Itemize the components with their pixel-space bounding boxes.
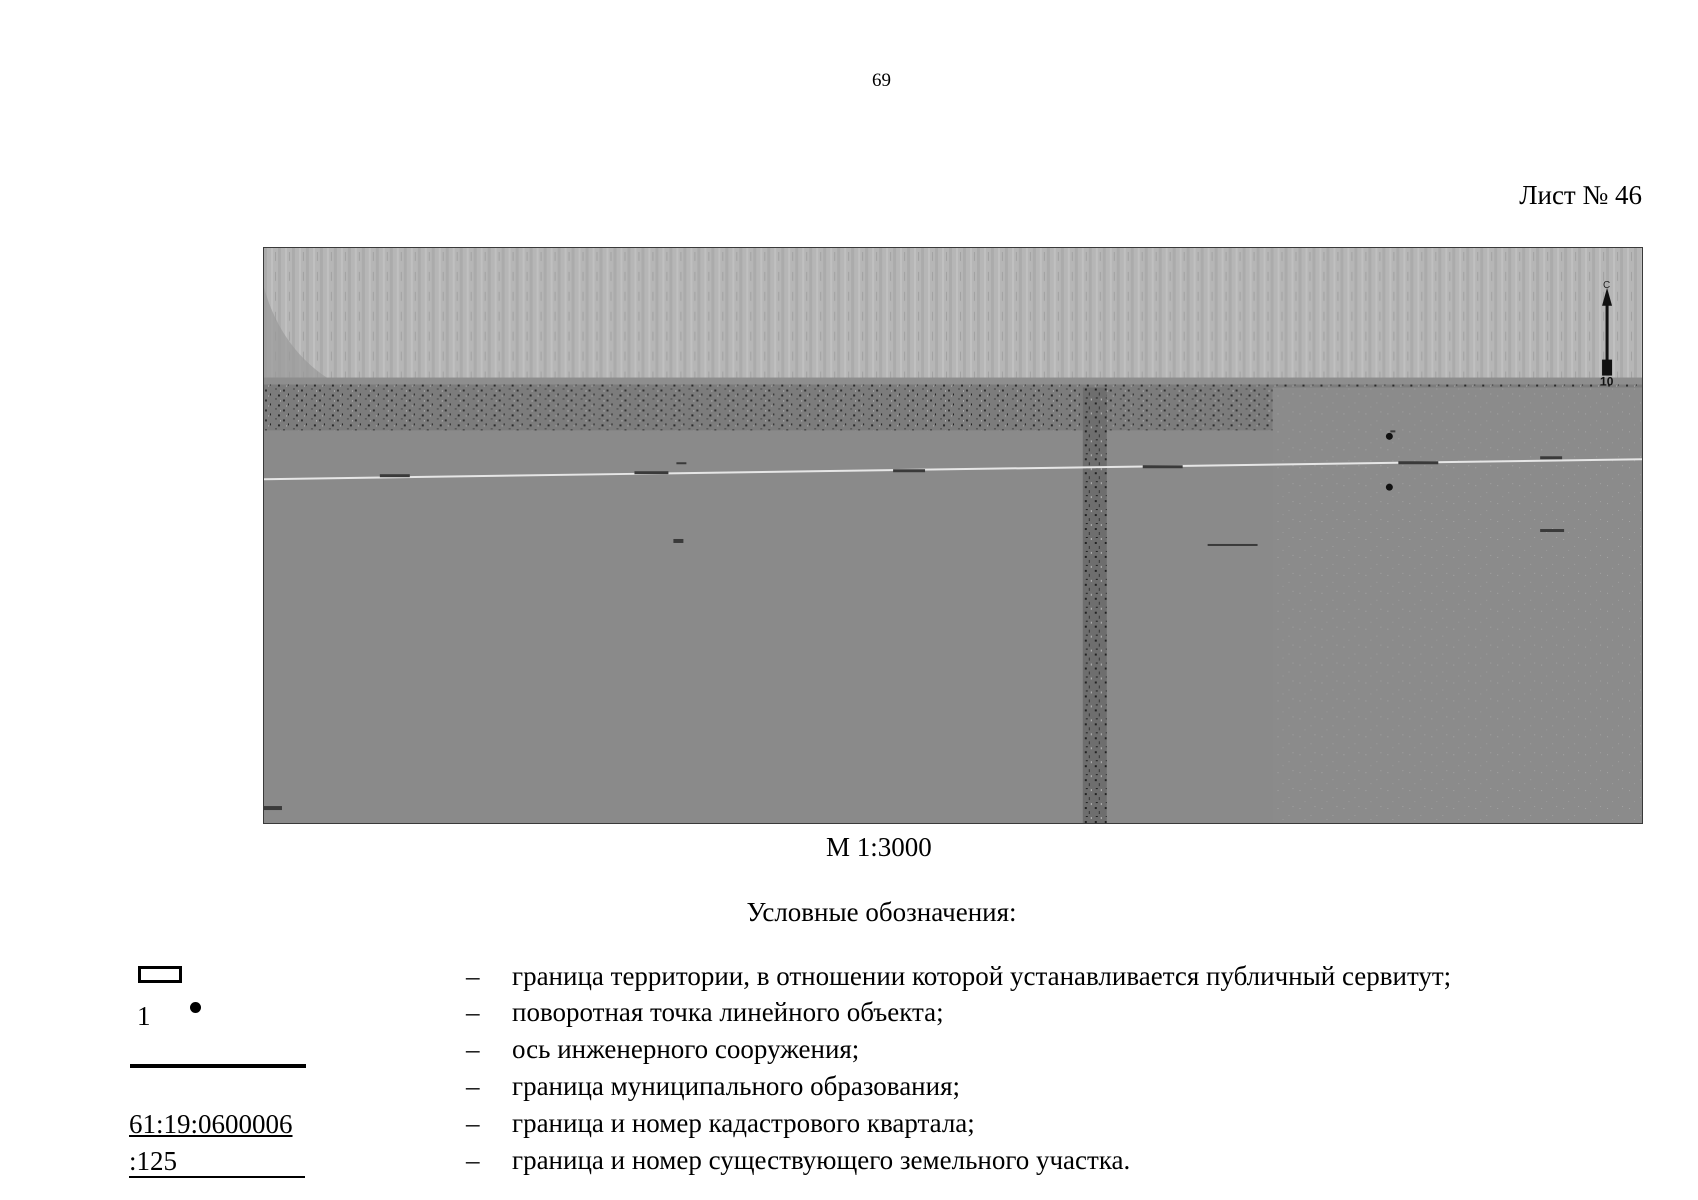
point-dot-icon — [190, 1002, 201, 1013]
land-parcel-number: :125 — [129, 1146, 178, 1176]
legend-text: граница муниципального образования; — [512, 1071, 961, 1101]
legend-row-cadastral-quarter — [0, 1108, 1698, 1144]
legend-symbol — [128, 997, 308, 1033]
sheet-label: Лист № 46 — [1519, 180, 1642, 210]
legend-dash: – — [466, 1108, 480, 1138]
page-number: 69 — [872, 70, 891, 91]
legend-row-turning-point — [0, 997, 1698, 1033]
scale-label: М 1:3000 — [826, 832, 932, 862]
legend-dash: – — [466, 997, 480, 1027]
north-label: С — [1603, 279, 1611, 291]
legend-symbol — [128, 1145, 308, 1181]
legend-dash: – — [466, 1071, 480, 1101]
legend-row-land-parcel — [0, 1145, 1698, 1181]
legend-text: граница и номер кадастрового квартала; — [512, 1108, 975, 1138]
map-image — [263, 247, 1643, 824]
legend-text: ось инженерного сооружения; — [512, 1034, 860, 1064]
parcel-underline — [129, 1176, 305, 1178]
legend-text: граница и номер существующего земельного участка. — [512, 1145, 1131, 1175]
legend-row-servitude-boundary — [0, 961, 1698, 997]
point-label: 10 — [1600, 374, 1614, 389]
legend-symbol — [128, 961, 308, 997]
legend-row-municipal-boundary — [0, 1071, 1698, 1107]
legend-title: Условные обозначения: — [746, 897, 1017, 927]
legend-dash: – — [466, 961, 480, 991]
legend-symbol — [128, 1108, 308, 1144]
boundary-rectangle-icon — [138, 966, 182, 983]
cadastral-quarter-number: 61:19:0600006 — [129, 1109, 293, 1139]
legend-dash: – — [466, 1034, 480, 1064]
legend-dash: – — [466, 1145, 480, 1175]
legend-text: поворотная точка линейного объекта; — [512, 997, 944, 1027]
legend-symbol — [128, 1071, 308, 1107]
thick-line-icon — [130, 1064, 306, 1068]
legend-text: граница территории, в отношении которой устанавливается публичный сервитут; — [512, 961, 1452, 991]
point-number-label: 1 — [137, 1001, 151, 1031]
